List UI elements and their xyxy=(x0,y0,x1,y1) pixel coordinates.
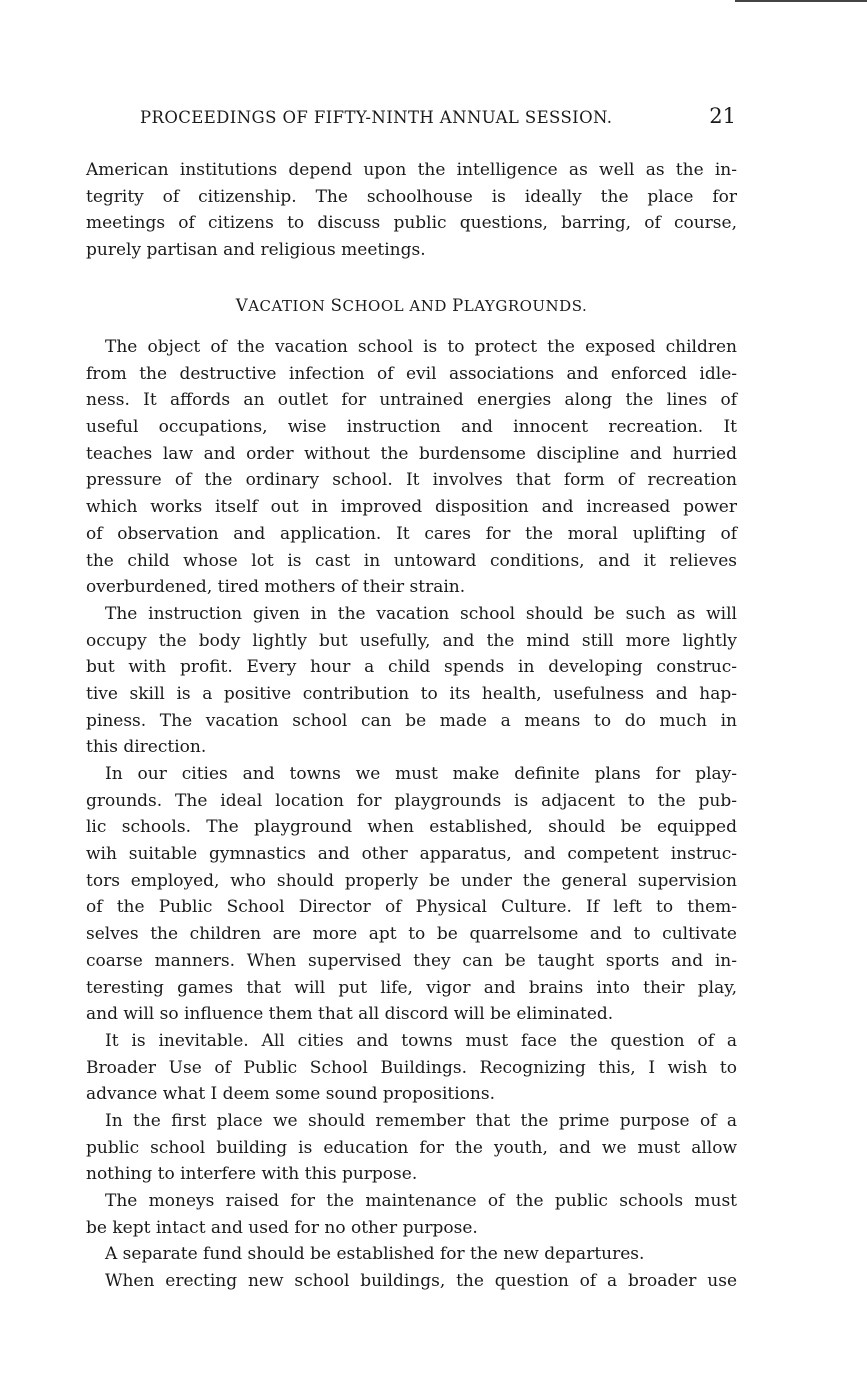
text-line: piness. The vacation school can be made a means to do much in xyxy=(86,710,737,731)
text-line: but with profit. Every hour a child spends in developing construc- xyxy=(86,657,737,678)
text-line: nothing to interfere with this purpose. xyxy=(86,1164,418,1185)
top-edge-rule xyxy=(735,0,867,2)
text-line: the child whose lot is cast in untoward conditions, and it relieves xyxy=(86,550,737,571)
text-line: It is inevitable. All cities and towns must face the question of a xyxy=(105,1030,737,1051)
text-line: grounds. The ideal location for playgrounds is adjacent to the pub- xyxy=(86,790,737,811)
heading-letter: S xyxy=(330,296,343,315)
text-line: coarse manners. When supervised they can be taught sports and in- xyxy=(86,950,737,971)
text-line: occupy the body lightly but usefully, and the mind still more lightly xyxy=(86,630,737,651)
text-line: and will so influence them that all discord will be eliminated. xyxy=(86,1004,614,1025)
heading-small-caps: ACATION xyxy=(248,297,326,315)
text-line: A separate fund should be established for the new departures. xyxy=(105,1244,645,1265)
text-line: American institutions depend upon the intelligence as well as the in- xyxy=(86,160,737,180)
text-line: ness. It affords an outlet for untrained energies along the lines of xyxy=(86,390,737,411)
running-header xyxy=(86,104,738,134)
text-line: useful occupations, wise instruction and innocent recreation. It xyxy=(86,417,737,438)
text-line: from the destructive infection of evil associations and enforced idle- xyxy=(86,363,737,384)
page-number: 21 xyxy=(709,104,736,128)
text-line: overburdened, tired mothers of their strain. xyxy=(86,577,466,598)
text-line: Broader Use of Public School Buildings. Recognizing this, I wish to xyxy=(86,1057,737,1078)
text-line: The moneys raised for the maintenance of the public schools must xyxy=(105,1191,737,1211)
text-line: When erecting new school buildings, the question of a broader use xyxy=(105,1271,737,1292)
heading-small-caps: AND xyxy=(409,297,447,315)
text-line: be kept intact and used for no other purpose. xyxy=(86,1217,478,1238)
text-line: advance what I deem some sound propositions. xyxy=(86,1084,495,1105)
body-text xyxy=(86,334,737,1295)
text-line: purely partisan and religious meetings. xyxy=(86,240,426,261)
text-line: wih suitable gymnastics and other apparatus, and competent instruc- xyxy=(86,844,737,865)
text-line: of the Public School Director of Physical Culture. If left to them- xyxy=(86,897,737,918)
text-line: pressure of the ordinary school. It involves that form of recreation xyxy=(86,470,737,491)
text-line: selves the children are more apt to be quarrelsome and to cultivate xyxy=(86,924,737,945)
running-header-title: PROCEEDINGS OF FIFTY-NINTH ANNUAL SESSION. xyxy=(140,108,613,127)
heading-small-caps: CHOOL xyxy=(342,297,405,315)
intro-paragraph xyxy=(86,157,737,264)
text-line: tors employed, who should properly be under the general supervision xyxy=(86,870,737,891)
text-line: lic schools. The playground when established, should be equipped xyxy=(86,817,737,838)
text-line: public school building is education for the youth, and we must allow xyxy=(86,1137,737,1158)
text-line: teaches law and order without the burdensome discipline and hurried xyxy=(86,443,737,464)
text-line: In our cities and towns we must make definite plans for play- xyxy=(105,764,737,784)
text-line: of observation and application. It cares for the moral uplifting of xyxy=(86,523,737,544)
heading-letter: P xyxy=(452,296,464,315)
section-heading xyxy=(86,296,737,315)
text-line: The instruction given in the vacation school should be such as will xyxy=(105,603,737,624)
text-line: meetings of citizens to discuss public questions, barring, of course, xyxy=(86,213,737,234)
text-line: The object of the vacation school is to protect the exposed children xyxy=(105,337,737,357)
text-line: this direction. xyxy=(86,737,207,758)
text-line: teresting games that will put life, vigor and brains into their play, xyxy=(86,977,737,998)
text-line: tegrity of citizenship. The schoolhouse is ideally the place for xyxy=(86,186,737,207)
heading-small-caps: LAYGROUNDS. xyxy=(463,297,588,315)
text-line: tive skill is a positive contribution to its health, usefulness and hap- xyxy=(86,683,737,704)
text-line: which works itself out in improved disposition and increased power xyxy=(86,497,737,518)
text-line: In the first place we should remember that the prime purpose of a xyxy=(105,1110,737,1131)
heading-letter: V xyxy=(235,296,249,315)
